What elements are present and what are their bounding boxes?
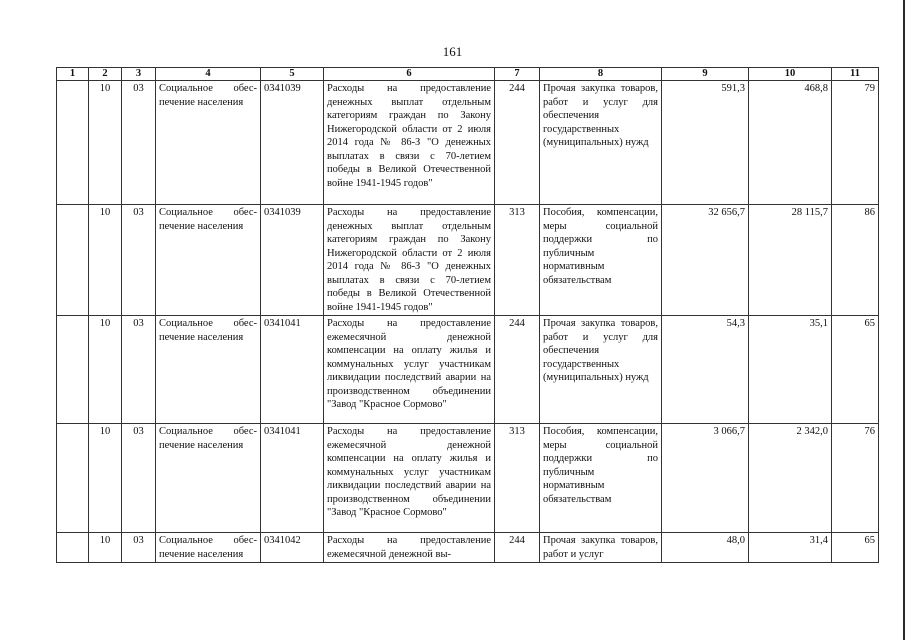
subsection-code: 03 — [122, 316, 156, 424]
row-col-1 — [57, 533, 89, 563]
expense-type-code: 244 — [495, 533, 540, 563]
row-col-1 — [57, 316, 89, 424]
target-article-name: Расходы на предоставление денежных выплат отдельным категориям граждан по Закону Нижегородской области от 2 июля 2014 года № 86-З "О денежных выплатах в связи с 70-летием победы в Великой Отечественной войне 1941-1945 годов" — [324, 205, 495, 316]
subsection-code: 03 — [122, 81, 156, 205]
header-cell: 6 — [324, 68, 495, 81]
header-cell: 3 — [122, 68, 156, 81]
header-cell: 7 — [495, 68, 540, 81]
target-article-code: 0341042 — [261, 533, 324, 563]
subsection-code: 03 — [122, 205, 156, 316]
table-row — [57, 205, 879, 316]
table-row — [57, 316, 879, 424]
actual-amount: 35,1 — [749, 316, 832, 424]
expense-type-name: Прочая закупка товаров, работ и услуг — [540, 533, 662, 563]
actual-amount: 2 342,0 — [749, 424, 832, 533]
planned-amount: 3 066,7 — [662, 424, 749, 533]
target-article-name: Расходы на предоставление ежемесячной денежной компенсации на оплату жилья и коммунальных услуг участникам ликвидации последствий аварии на производственном объединении "Завод "Красное Сормово" — [324, 424, 495, 533]
section-name: Социальное обес-печение населения — [156, 205, 261, 316]
budget-table — [56, 67, 879, 563]
execution-percent: 86 — [832, 205, 879, 316]
target-article-code: 0341041 — [261, 316, 324, 424]
subsection-code: 03 — [122, 533, 156, 563]
target-article-code: 0341041 — [261, 424, 324, 533]
execution-percent: 79 — [832, 81, 879, 205]
target-article-name: Расходы на предоставление ежемесячной денежной компенсации на оплату жилья и коммунальных услуг участникам ликвидации последствий аварии на производственном объединении "Завод "Красное Сормово" — [324, 316, 495, 424]
table-row — [57, 424, 879, 533]
section-code: 10 — [89, 205, 122, 316]
target-article-code: 0341039 — [261, 205, 324, 316]
section-code: 10 — [89, 81, 122, 205]
header-cell: 1 — [57, 68, 89, 81]
row-col-1 — [57, 205, 89, 316]
table-row — [57, 533, 879, 563]
section-code: 10 — [89, 424, 122, 533]
expense-type-name: Пособия, компенсации, меры социальной поддержки по публичным нормативным обязательствам — [540, 205, 662, 316]
section-name: Социальное обес-печение населения — [156, 81, 261, 205]
planned-amount: 48,0 — [662, 533, 749, 563]
execution-percent: 76 — [832, 424, 879, 533]
header-row — [57, 68, 879, 81]
expense-type-code: 244 — [495, 316, 540, 424]
header-cell: 5 — [261, 68, 324, 81]
expense-type-code: 244 — [495, 81, 540, 205]
planned-amount: 591,3 — [662, 81, 749, 205]
planned-amount: 32 656,7 — [662, 205, 749, 316]
subsection-code: 03 — [122, 424, 156, 533]
expense-type-name: Прочая закупка товаров, работ и услуг для обеспечения государственных (муниципальных) нужд — [540, 316, 662, 424]
target-article-name: Расходы на предоставление денежных выплат отдельным категориям граждан по Закону Нижегородской области от 2 июля 2014 года № 86-З "О денежных выплатах в связи с 70-летием победы в Великой Отечественной войне 1941-1945 годов" — [324, 81, 495, 205]
expense-type-name: Прочая закупка товаров, работ и услуг для обеспечения государственных (муниципальных) нужд — [540, 81, 662, 205]
section-name: Социальное обес-печение населения — [156, 533, 261, 563]
section-code: 10 — [89, 533, 122, 563]
section-name: Социальное обес-печение населения — [156, 424, 261, 533]
target-article-name: Расходы на предоставление ежемесячной денежной вы- — [324, 533, 495, 563]
table-row — [57, 81, 879, 205]
header-cell: 2 — [89, 68, 122, 81]
header-cell: 4 — [156, 68, 261, 81]
execution-percent: 65 — [832, 533, 879, 563]
actual-amount: 31,4 — [749, 533, 832, 563]
expense-type-code: 313 — [495, 424, 540, 533]
row-col-1 — [57, 81, 89, 205]
actual-amount: 28 115,7 — [749, 205, 832, 316]
planned-amount: 54,3 — [662, 316, 749, 424]
section-code: 10 — [89, 316, 122, 424]
row-col-1 — [57, 424, 89, 533]
header-cell: 10 — [749, 68, 832, 81]
execution-percent: 65 — [832, 316, 879, 424]
section-name: Социальное обес-печение населения — [156, 316, 261, 424]
header-cell: 9 — [662, 68, 749, 81]
expense-type-name: Пособия, компенсации, меры социальной поддержки по публичным нормативным обязательствам — [540, 424, 662, 533]
actual-amount: 468,8 — [749, 81, 832, 205]
header-cell: 11 — [832, 68, 879, 81]
header-cell: 8 — [540, 68, 662, 81]
target-article-code: 0341039 — [261, 81, 324, 205]
expense-type-code: 313 — [495, 205, 540, 316]
page-number: 161 — [442, 44, 463, 59]
